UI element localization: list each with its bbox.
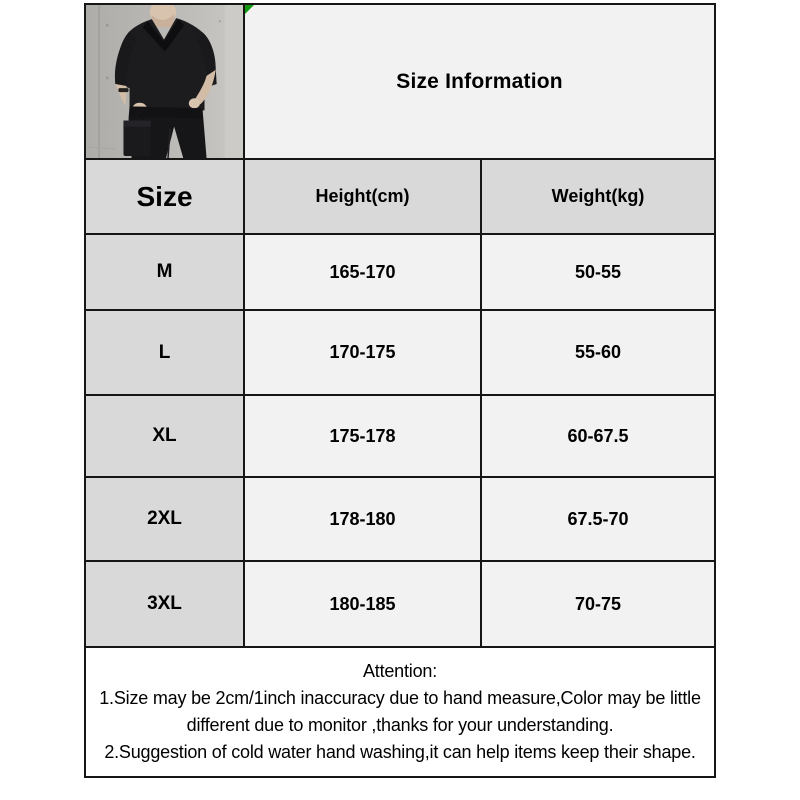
size-information-header-cell: [244, 4, 715, 159]
page-title: Size Information: [396, 69, 563, 93]
size-label-3xl: 3XL: [85, 561, 244, 647]
column-header-size: Size: [85, 159, 244, 234]
column-header-height: Height(cm): [244, 159, 481, 234]
excel-corner-flag-icon: [245, 5, 254, 14]
size-label-xl: XL: [85, 395, 244, 477]
table-row: [85, 310, 715, 395]
weight-value-2xl: 67.5-70: [481, 477, 715, 561]
size-label-m: M: [85, 234, 244, 310]
attention-note-1: 1.Size may be 2cm/1inch inaccuracy due to hand measure,Color may be little different due to monitor ,thanks for your understanding.: [99, 688, 701, 735]
table-row: [85, 561, 715, 647]
model-photo-illustration: [86, 5, 243, 158]
attention-row: [85, 647, 715, 777]
size-label-l: L: [85, 310, 244, 395]
attention-note-2: 2.Suggestion of cold water hand washing,it can help items keep their shape.: [104, 742, 696, 762]
height-value-xl: 175-178: [244, 395, 481, 477]
weight-value-l: 55-60: [481, 310, 715, 395]
table-header-row: [85, 159, 715, 234]
weight-value-m: 50-55: [481, 234, 715, 310]
table-row: [85, 234, 715, 310]
weight-value-xl: 60-67.5: [481, 395, 715, 477]
column-header-weight: Weight(kg): [481, 159, 715, 234]
height-value-l: 170-175: [244, 310, 481, 395]
size-label-2xl: 2XL: [85, 477, 244, 561]
top-row: [85, 4, 715, 159]
size-table: [84, 3, 716, 778]
weight-value-3xl: 70-75: [481, 561, 715, 647]
table-row: [85, 477, 715, 561]
height-value-3xl: 180-185: [244, 561, 481, 647]
product-photo: [85, 4, 244, 159]
attention-heading: Attention:: [362, 661, 438, 681]
height-value-2xl: 178-180: [244, 477, 481, 561]
size-chart-sheet: [84, 3, 714, 778]
attention-block: [85, 647, 715, 777]
height-value-m: 165-170: [244, 234, 481, 310]
table-row: [85, 395, 715, 477]
